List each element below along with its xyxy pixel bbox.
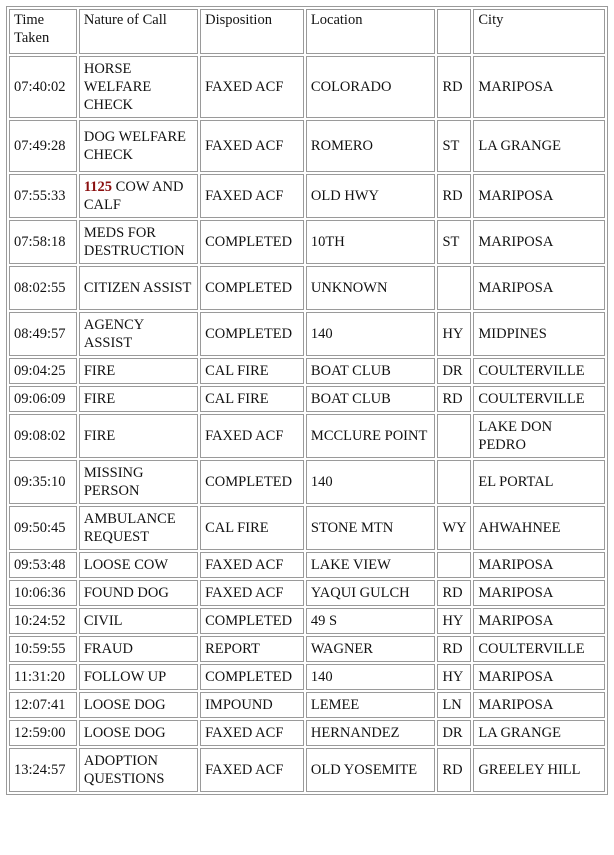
table-row	[9, 608, 605, 634]
cell-suffix: RD	[437, 636, 471, 662]
call-log-table	[6, 6, 608, 795]
cell-nature: MEDS FOR DESTRUCTION	[79, 220, 198, 264]
cell-nature: FOLLOW UP	[79, 664, 198, 690]
cell-nature: FRAUD	[79, 636, 198, 662]
cell-suffix: WY	[437, 506, 471, 550]
cell-location: OLD YOSEMITE	[306, 748, 436, 792]
table-row	[9, 748, 605, 792]
cell-city: MARIPOSA	[473, 608, 605, 634]
cell-disposition: FAXED ACF	[200, 414, 304, 458]
cell-nature: FIRE	[79, 386, 198, 412]
cell-disposition: FAXED ACF	[200, 56, 304, 118]
cell-suffix: ST	[437, 220, 471, 264]
cell-nature: HORSE WELFARE CHECK	[79, 56, 198, 118]
table-row	[9, 266, 605, 310]
cell-city: COULTERVILLE	[473, 636, 605, 662]
cell-city: MARIPOSA	[473, 266, 605, 310]
table-row	[9, 358, 605, 384]
cell-suffix: RD	[437, 56, 471, 118]
cell-disposition: REPORT	[200, 636, 304, 662]
col-header-time: Time Taken	[9, 9, 77, 54]
cell-disposition: COMPLETED	[200, 220, 304, 264]
table-row	[9, 460, 605, 504]
table-row	[9, 664, 605, 690]
table-row	[9, 692, 605, 718]
cell-time: 12:07:41	[9, 692, 77, 718]
cell-time: 09:04:25	[9, 358, 77, 384]
cell-location: MCCLURE POINT	[306, 414, 436, 458]
cell-city: GREELEY HILL	[473, 748, 605, 792]
cell-time: 07:58:18	[9, 220, 77, 264]
cell-disposition: FAXED ACF	[200, 552, 304, 578]
cell-disposition: FAXED ACF	[200, 174, 304, 218]
table-row	[9, 552, 605, 578]
cell-disposition: COMPLETED	[200, 664, 304, 690]
cell-time: 12:59:00	[9, 720, 77, 746]
cell-nature: LOOSE DOG	[79, 720, 198, 746]
cell-nature	[79, 174, 198, 218]
cell-time: 08:02:55	[9, 266, 77, 310]
cell-time: 08:49:57	[9, 312, 77, 356]
cell-suffix: HY	[437, 664, 471, 690]
cell-location: ROMERO	[306, 120, 436, 172]
nature-text: COW AND CALF	[83, 179, 184, 213]
cell-suffix	[437, 460, 471, 504]
cell-suffix: ST	[437, 120, 471, 172]
cell-time: 09:50:45	[9, 506, 77, 550]
cell-nature: FIRE	[79, 414, 198, 458]
cell-city: LA GRANGE	[473, 720, 605, 746]
cell-disposition: FAXED ACF	[200, 580, 304, 606]
cell-city: COULTERVILLE	[473, 386, 605, 412]
table-row	[9, 506, 605, 550]
cell-location: BOAT CLUB	[306, 358, 436, 384]
table-row	[9, 720, 605, 746]
cell-location: STONE MTN	[306, 506, 436, 550]
cell-location: YAQUI GULCH	[306, 580, 436, 606]
header-row	[9, 9, 605, 54]
table-row	[9, 220, 605, 264]
table-row	[9, 580, 605, 606]
cell-location: 140	[306, 460, 436, 504]
cell-city: MARIPOSA	[473, 220, 605, 264]
cell-city: AHWAHNEE	[473, 506, 605, 550]
cell-city: MARIPOSA	[473, 692, 605, 718]
table-row	[9, 120, 605, 172]
cell-time: 13:24:57	[9, 748, 77, 792]
cell-city: LAKE DON PEDRO	[473, 414, 605, 458]
cell-time: 07:55:33	[9, 174, 77, 218]
cell-city: COULTERVILLE	[473, 358, 605, 384]
cell-city: MARIPOSA	[473, 664, 605, 690]
table-row	[9, 56, 605, 118]
cell-suffix: LN	[437, 692, 471, 718]
cell-city: MARIPOSA	[473, 174, 605, 218]
cell-location: 140	[306, 312, 436, 356]
cell-nature: AMBULANCE REQUEST	[79, 506, 198, 550]
cell-city: MARIPOSA	[473, 56, 605, 118]
cell-disposition: FAXED ACF	[200, 720, 304, 746]
cell-city: MARIPOSA	[473, 552, 605, 578]
cell-location: HERNANDEZ	[306, 720, 436, 746]
cell-location: LEMEE	[306, 692, 436, 718]
cell-nature: LOOSE DOG	[79, 692, 198, 718]
cell-location: LAKE VIEW	[306, 552, 436, 578]
cell-nature: FOUND DOG	[79, 580, 198, 606]
cell-suffix: RD	[437, 580, 471, 606]
cell-nature: CITIZEN ASSIST	[79, 266, 198, 310]
cell-time: 09:06:09	[9, 386, 77, 412]
cell-time: 07:40:02	[9, 56, 77, 118]
cell-time: 07:49:28	[9, 120, 77, 172]
table-row	[9, 636, 605, 662]
cell-nature: FIRE	[79, 358, 198, 384]
cell-disposition: IMPOUND	[200, 692, 304, 718]
cell-location: BOAT CLUB	[306, 386, 436, 412]
cell-time: 10:59:55	[9, 636, 77, 662]
table-row	[9, 312, 605, 356]
cell-suffix: DR	[437, 720, 471, 746]
col-header-location: Location	[306, 9, 436, 54]
cell-time: 11:31:20	[9, 664, 77, 690]
cell-nature: ADOPTION QUESTIONS	[79, 748, 198, 792]
cell-time: 10:06:36	[9, 580, 77, 606]
cell-location: OLD HWY	[306, 174, 436, 218]
cell-location: 140	[306, 664, 436, 690]
cell-time: 10:24:52	[9, 608, 77, 634]
cell-disposition: FAXED ACF	[200, 120, 304, 172]
cell-disposition: CAL FIRE	[200, 358, 304, 384]
table-row	[9, 386, 605, 412]
cell-location: UNKNOWN	[306, 266, 436, 310]
cell-city: EL PORTAL	[473, 460, 605, 504]
table-row	[9, 414, 605, 458]
cell-suffix: RD	[437, 174, 471, 218]
cell-suffix	[437, 266, 471, 310]
cell-time: 09:08:02	[9, 414, 77, 458]
cell-location: WAGNER	[306, 636, 436, 662]
cell-disposition: CAL FIRE	[200, 506, 304, 550]
cell-location: 10TH	[306, 220, 436, 264]
cell-disposition: COMPLETED	[200, 460, 304, 504]
cell-disposition: FAXED ACF	[200, 748, 304, 792]
cell-disposition: COMPLETED	[200, 608, 304, 634]
cell-nature: MISSING PERSON	[79, 460, 198, 504]
table-row	[9, 174, 605, 218]
cell-suffix: RD	[437, 748, 471, 792]
cell-city: MIDPINES	[473, 312, 605, 356]
cell-nature: CIVIL	[79, 608, 198, 634]
cell-city: LA GRANGE	[473, 120, 605, 172]
call-code: 1125	[83, 179, 113, 195]
cell-city: MARIPOSA	[473, 580, 605, 606]
cell-suffix	[437, 552, 471, 578]
col-header-suffix	[437, 9, 471, 54]
cell-time: 09:53:48	[9, 552, 77, 578]
cell-disposition: COMPLETED	[200, 312, 304, 356]
cell-location: 49 S	[306, 608, 436, 634]
cell-time: 09:35:10	[9, 460, 77, 504]
cell-disposition: COMPLETED	[200, 266, 304, 310]
cell-nature: LOOSE COW	[79, 552, 198, 578]
cell-location: COLORADO	[306, 56, 436, 118]
cell-suffix: HY	[437, 312, 471, 356]
col-header-nature: Nature of Call	[79, 9, 198, 54]
col-header-city: City	[473, 9, 605, 54]
cell-nature: DOG WELFARE CHECK	[79, 120, 198, 172]
cell-nature: AGENCY ASSIST	[79, 312, 198, 356]
cell-suffix: HY	[437, 608, 471, 634]
cell-suffix	[437, 414, 471, 458]
cell-suffix: RD	[437, 386, 471, 412]
cell-disposition: CAL FIRE	[200, 386, 304, 412]
col-header-disposition: Disposition	[200, 9, 304, 54]
cell-suffix: DR	[437, 358, 471, 384]
